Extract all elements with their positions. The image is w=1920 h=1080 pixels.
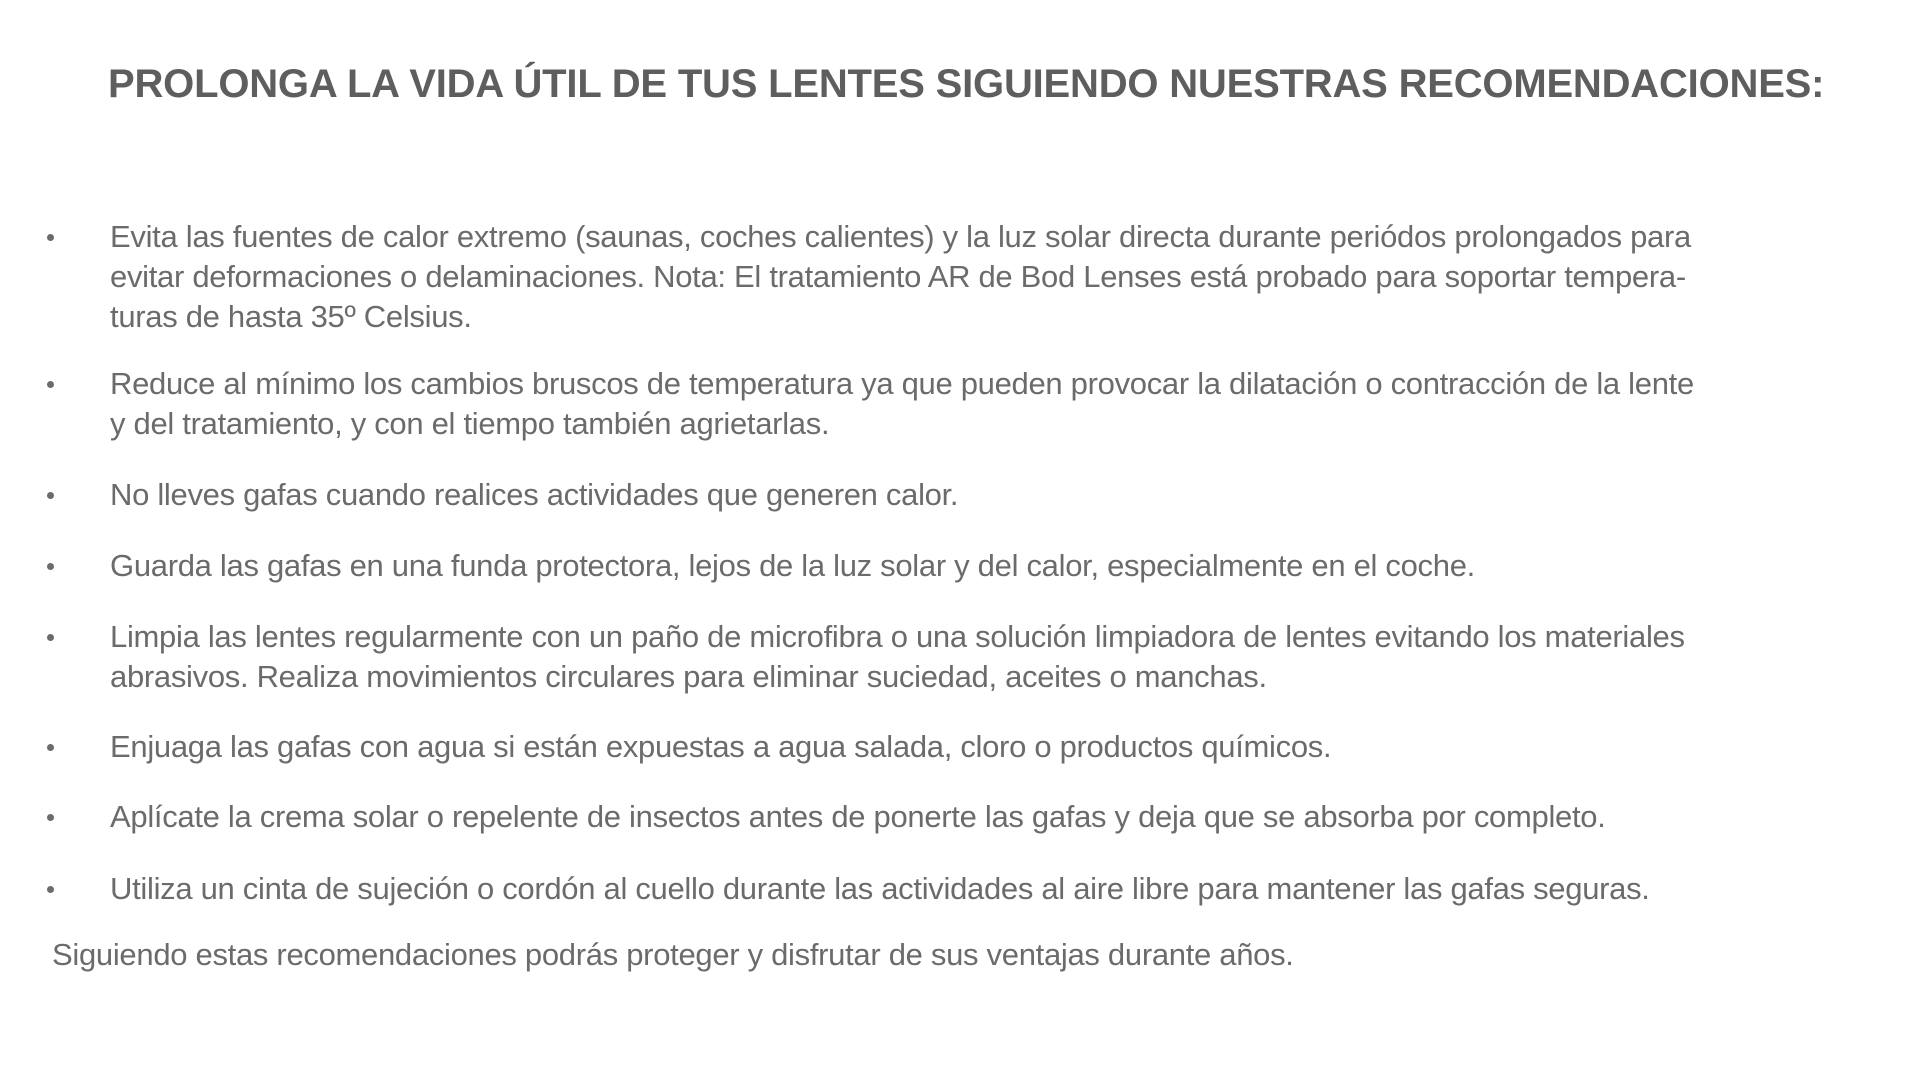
list-item-line: No lleves gafas cuando realices actividades que generen calor. [110,477,959,512]
list-item-line: Aplícate la crema solar o repelente de insectos antes de ponerte las gafas y deja que se absorba por completo. [110,799,1606,834]
list-item-line: Limpia las lentes regularmente con un paño de microfibra o una solución limpiadora de lentes evitando los materiales [110,619,1685,654]
bullet-icon [47,814,54,821]
closing-paragraph: Siguiendo estas recomendaciones podrás proteger y disfrutar de sus ventajas durante años. [52,937,1294,972]
bullet-icon [47,634,54,641]
list-item-line: Guarda las gafas en una funda protectora, lejos de la luz solar y del calor, especialmente en el coche. [110,548,1475,583]
bullet-icon [47,234,54,241]
list-item-line: abrasivos. Realiza movimientos circulares para eliminar suciedad, aceites o manchas. [110,659,1267,694]
list-item-line: Enjuaga las gafas con agua si están expuestas a agua salada, cloro o productos químicos. [110,729,1332,764]
bullet-icon [47,886,54,893]
list-item-line: Evita las fuentes de calor extremo (saunas, coches calientes) y la luz solar directa durante periódos prolongados para [110,219,1691,254]
list-item-line: Utiliza un cinta de sujeción o cordón al cuello durante las actividades al aire libre para mantener las gafas seguras. [110,871,1650,906]
list-item-line: Reduce al mínimo los cambios bruscos de temperatura ya que pueden provocar la dilatación o contracción de la lente [110,366,1694,401]
bullet-icon [47,492,54,499]
list-item-line: y del tratamiento, y con el tiempo también agrietarlas. [110,406,830,441]
list-item-line: turas de hasta 35º Celsius. [110,299,472,334]
bullet-icon [47,744,54,751]
page-title: PROLONGA LA VIDA ÚTIL DE TUS LENTES SIGUIENDO NUESTRAS RECOMENDACIONES: [108,62,1825,106]
list-item-line: evitar deformaciones o delaminaciones. Nota: El tratamiento AR de Bod Lenses está probado para soportar tempera- [110,259,1686,294]
bullet-icon [47,563,54,570]
bullet-icon [47,381,54,388]
